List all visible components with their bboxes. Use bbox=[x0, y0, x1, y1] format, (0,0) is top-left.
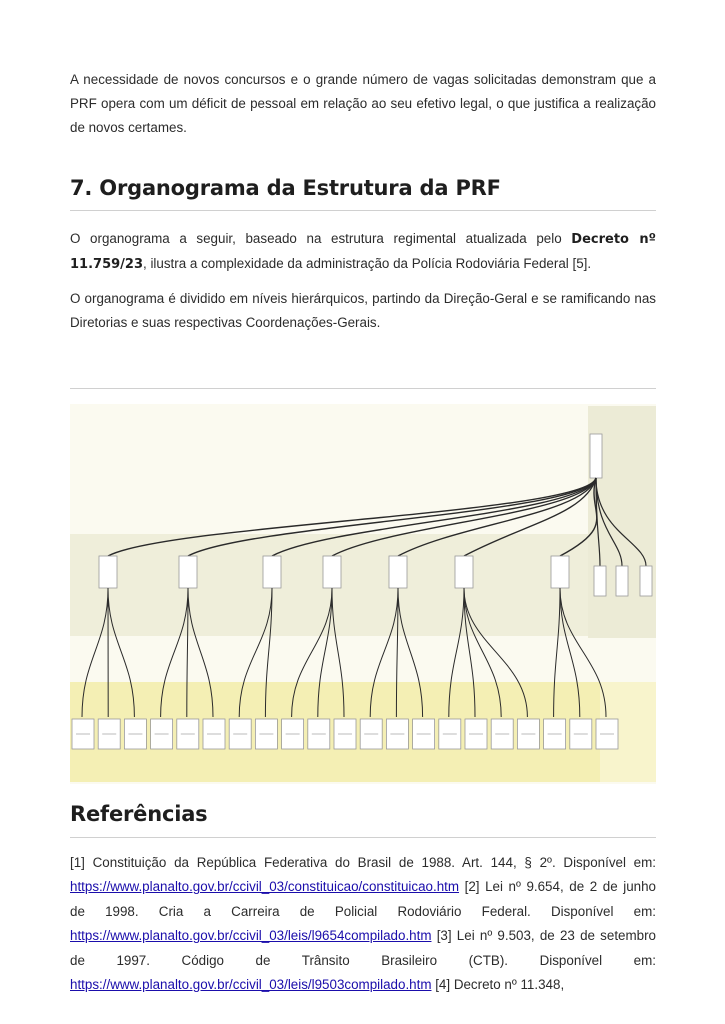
section-heading-organograma: 7. Organograma da Estrutura da PRF bbox=[70, 176, 501, 200]
paragraph-text: , ilustra a complexidade da administração da Polícia Rodoviária Federal [5]. bbox=[143, 256, 592, 271]
org-unit-node bbox=[594, 566, 606, 596]
org-directorate-node bbox=[99, 556, 117, 588]
org-unit-node bbox=[616, 566, 628, 596]
org-directorate-node bbox=[455, 556, 473, 588]
reference-link-1[interactable]: https://www.planalto.gov.br/ccivil_03/constituicao/constituicao.htm bbox=[70, 879, 460, 895]
org-directorate-node bbox=[551, 556, 569, 588]
organograma-paragraph-1 bbox=[70, 227, 656, 277]
references-heading: Referências bbox=[70, 802, 208, 826]
org-directorate-node bbox=[323, 556, 341, 588]
org-directorate-node bbox=[263, 556, 281, 588]
organograma-paragraph-2: O organograma é dividido em níveis hierárquicos, partindo da Direção-Geral e se ramificando nas Diretorias e suas respectivas Coordenações-Gerais. bbox=[70, 291, 656, 330]
intro-paragraph: A necessidade de novos concursos e o grande número de vagas solicitadas demonstram que a PRF opera com um déficit de pessoal em relação ao seu efetivo legal, o que justifica a realização de novos certames. bbox=[70, 72, 656, 135]
reference-text: [3] Lei nº 9.503, de 23 de setembro de 1997. Código de Trânsito Brasileiro (CTB). Disponível em: bbox=[70, 928, 656, 968]
org-directorate-node bbox=[179, 556, 197, 588]
org-chart-figure bbox=[70, 404, 656, 784]
reference-text: [2] Lei nº 9.654, de 2 de junho de 1998. Cria a Carreira de Policial Rodoviário Federal. Disponível em: bbox=[70, 879, 656, 919]
references-list bbox=[70, 851, 656, 997]
reference-link-3[interactable]: https://www.planalto.gov.br/ccivil_03/leis/l9503compilado.htm bbox=[70, 977, 432, 993]
org-unit-node bbox=[640, 566, 652, 596]
org-root-node bbox=[590, 434, 602, 478]
reference-link-2[interactable]: https://www.planalto.gov.br/ccivil_03/leis/l9654compilado.htm bbox=[70, 928, 432, 944]
paragraph-text: O organograma a seguir, baseado na estrutura regimental atualizada pelo bbox=[70, 231, 572, 246]
reference-text: [1] Constituição da República Federativa do Brasil de 1988. Art. 144, § 2º. Disponível em: bbox=[70, 855, 656, 870]
decree-reference: Decreto nº 11.759/23 bbox=[70, 232, 656, 272]
figure-top-rule bbox=[70, 388, 656, 389]
reference-text: [4] Decreto nº 11.348, bbox=[431, 977, 565, 993]
heading-rule bbox=[70, 837, 656, 838]
org-chart-image bbox=[70, 404, 656, 784]
org-directorate-node bbox=[389, 556, 407, 588]
heading-rule bbox=[70, 210, 656, 211]
